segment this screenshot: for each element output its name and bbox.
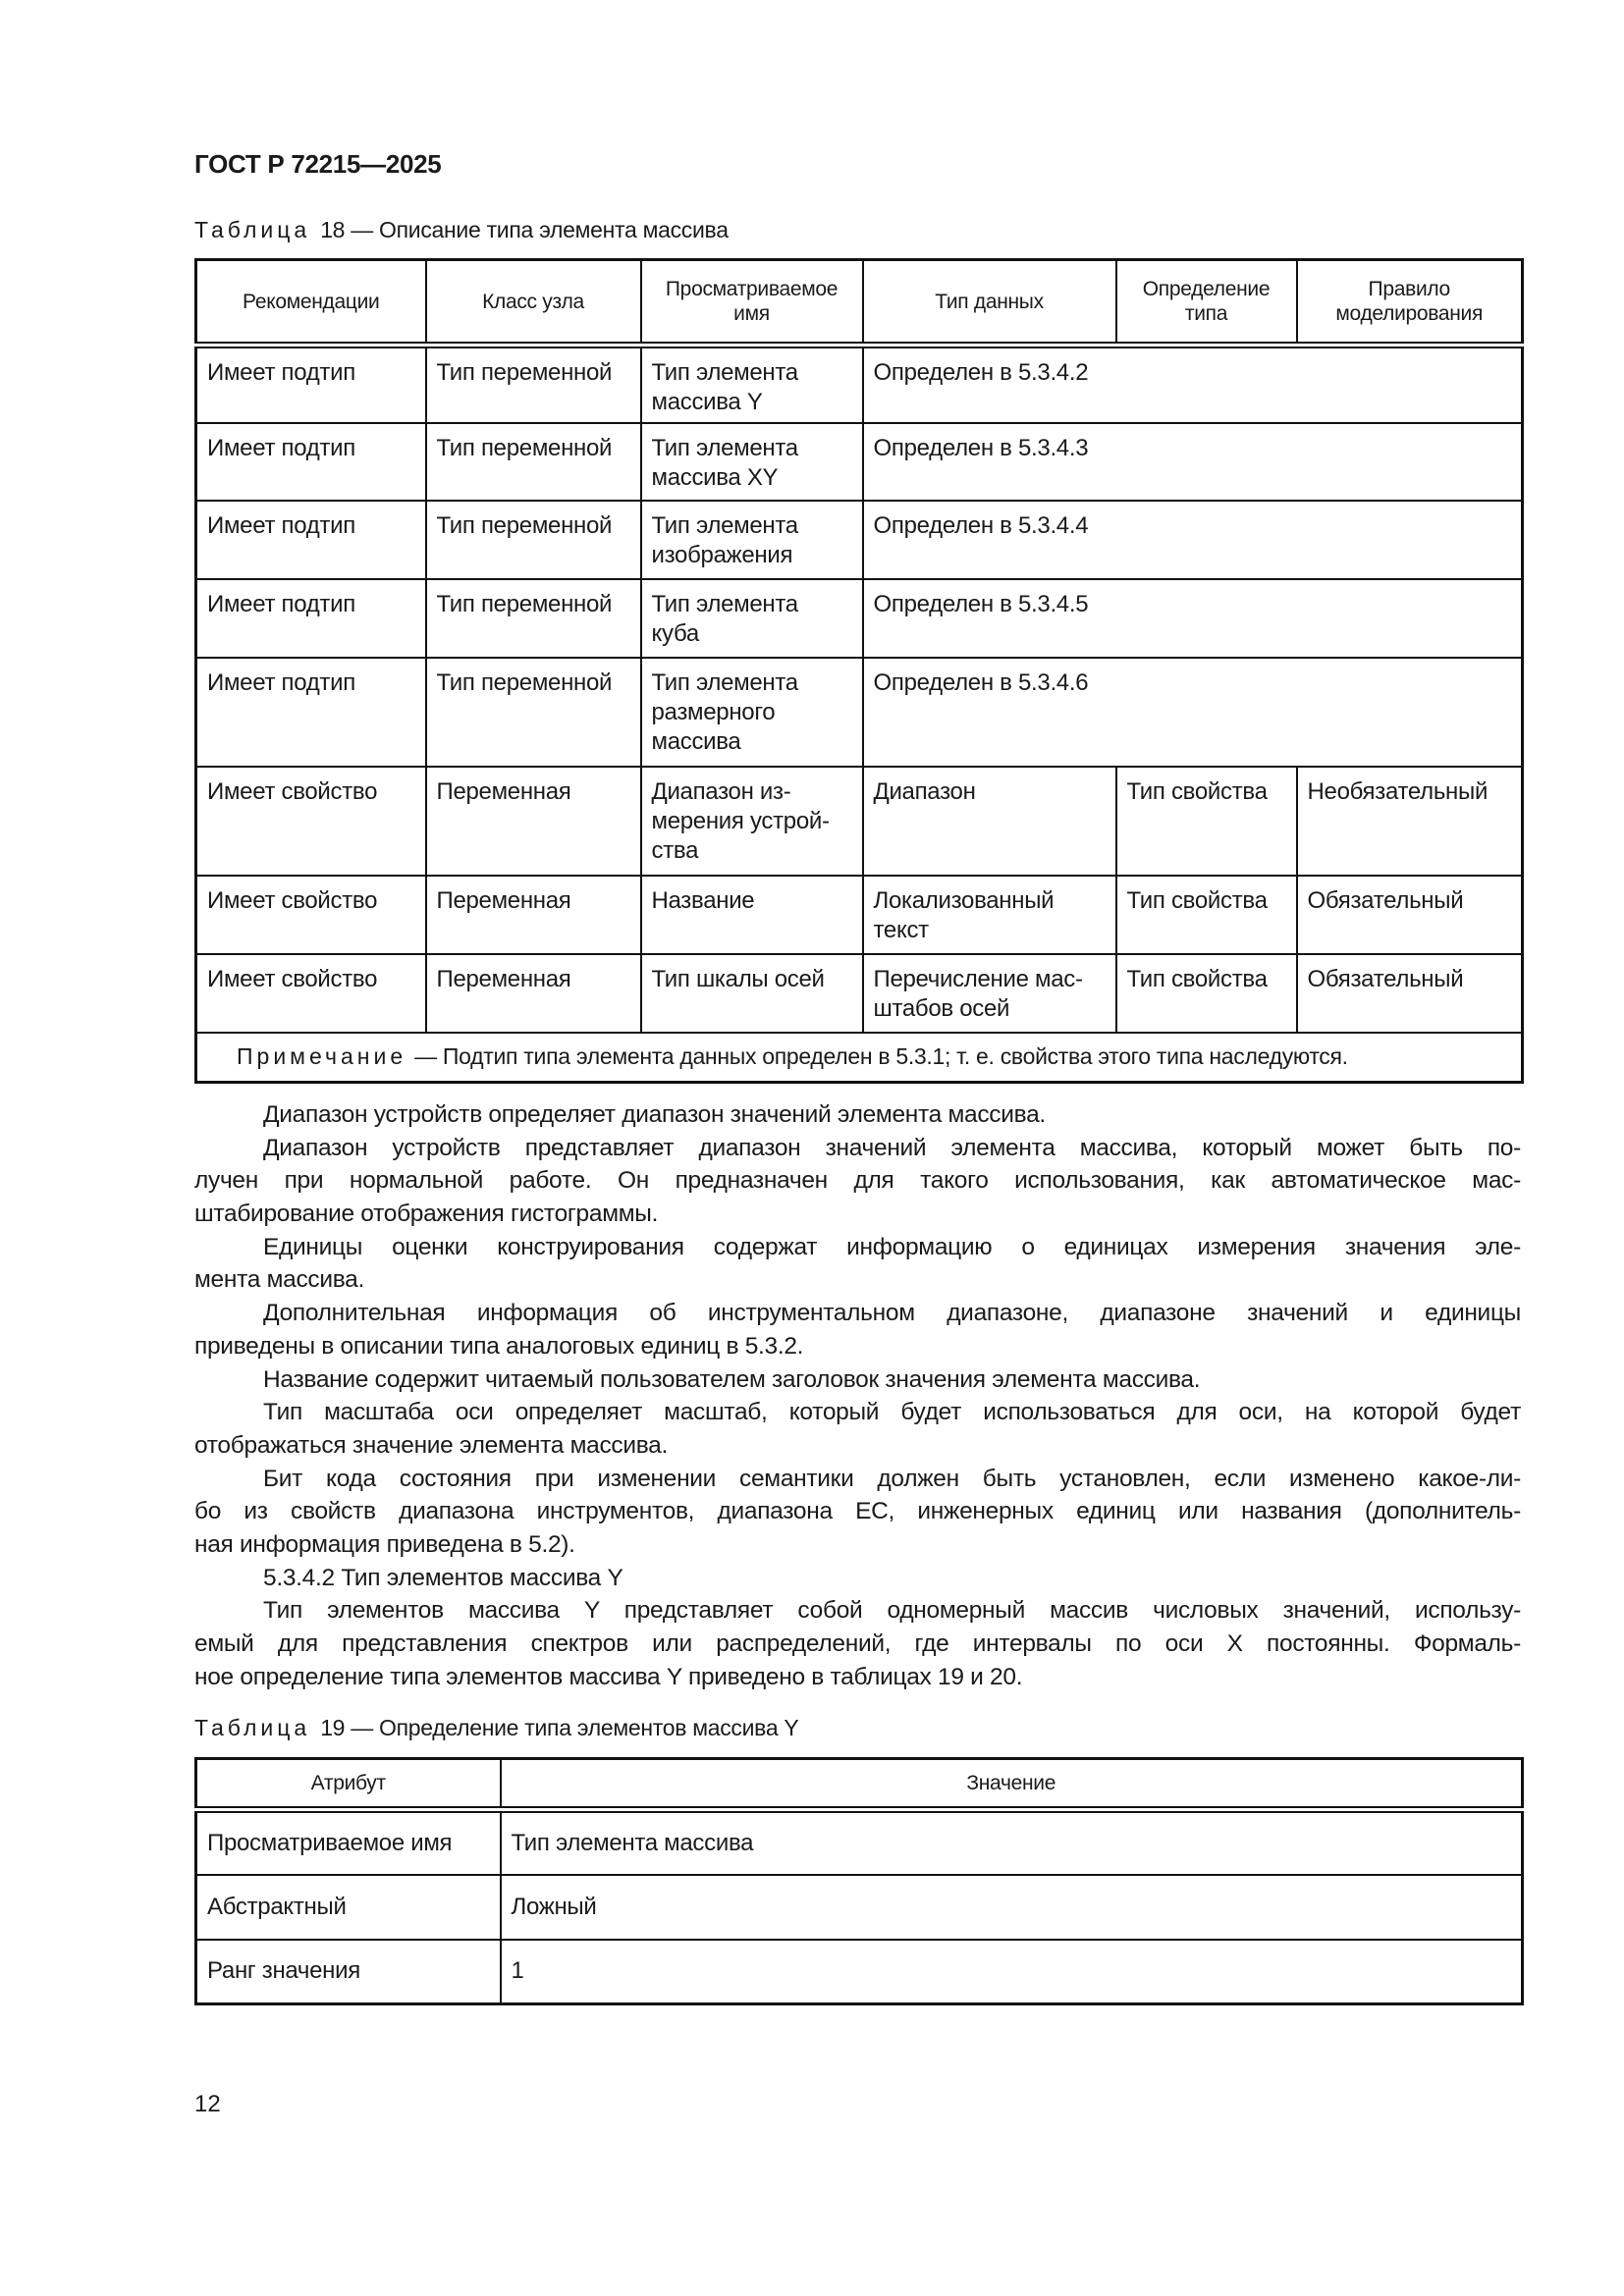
table-cell: Ложный xyxy=(501,1875,1523,1940)
caption-word: Таблица xyxy=(194,1715,311,1740)
table-cell: Тип переменной xyxy=(426,658,641,767)
table-cell: Необязательный xyxy=(1297,767,1523,876)
document-id-header: ГОСТ Р 72215—2025 xyxy=(194,149,442,179)
table-cell: Определен в 5.3.4.2 xyxy=(863,346,1523,423)
table-cell: Тип элемента изображения xyxy=(641,501,863,579)
table-cell: Тип переменной xyxy=(426,579,641,658)
paragraph xyxy=(194,1562,1521,1595)
table-cell: Тип свойства xyxy=(1116,954,1297,1033)
paragraph xyxy=(194,1396,1521,1462)
column-header: Значение xyxy=(501,1759,1523,1810)
text-line: Диапазон устройств определяет диапазон значений элемента массива. xyxy=(263,1101,1046,1128)
text-line: отображаться значение элемента массива. xyxy=(194,1431,669,1459)
table-note xyxy=(196,1033,1523,1083)
text-line: бо из свойств диапазона инструментов, диапазона ЕС, инженерных единиц или названия (дополнитель- xyxy=(194,1498,1521,1525)
table-cell: Тип переменной xyxy=(426,501,641,579)
caption-title: 19 — Определение типа элементов массива Y xyxy=(320,1715,799,1740)
body-text xyxy=(194,1098,1521,1693)
table-cell: Тип шкалы осей xyxy=(641,954,863,1033)
paragraph xyxy=(194,1363,1521,1397)
table-cell: Тип элемента куба xyxy=(641,579,863,658)
table-row xyxy=(196,1940,1523,2004)
table-cell: 1 xyxy=(501,1940,1523,2004)
table-cell: Имеет подтип xyxy=(196,501,426,579)
text-line: Тип элементов массива Y представляет собой одномерный массив числовых значений, использу- xyxy=(263,1597,1521,1625)
column-header: Рекомендации xyxy=(196,260,426,346)
table-cell: Тип элемента массива xyxy=(501,1810,1523,1875)
caption-word: Таблица xyxy=(194,217,311,242)
table-cell: Название xyxy=(641,876,863,954)
table-cell: Имеет подтип xyxy=(196,346,426,423)
table-cell: Локализованный текст xyxy=(863,876,1116,954)
table-header-row xyxy=(196,1759,1523,1810)
table-cell: Переменная xyxy=(426,876,641,954)
table-cell: Имеет подтип xyxy=(196,423,426,501)
column-header: Тип данных xyxy=(863,260,1116,346)
text-line: Название содержит читаемый пользователем заголовок значения элемента массива. xyxy=(263,1365,1201,1393)
text-line: ное определение типа элементов массива Y приведено в таблицах 19 и 20. xyxy=(194,1663,1023,1690)
table-cell: Абстрактный xyxy=(196,1875,501,1940)
paragraph xyxy=(194,1297,1521,1362)
column-header: Определение типа xyxy=(1116,260,1297,346)
table-cell: Тип переменной xyxy=(426,346,641,423)
table-row xyxy=(196,346,1523,423)
text-line: ная информация приведена в 5.2). xyxy=(194,1530,575,1558)
text-line: приведены в описании типа аналоговых единиц в 5.3.2. xyxy=(194,1332,804,1360)
column-header: Просматриваемое имя xyxy=(641,260,863,346)
table-18-caption xyxy=(194,217,729,243)
table-19-caption xyxy=(194,1715,798,1741)
table-cell: Перечисление мас-штабов осей xyxy=(863,954,1116,1033)
note-text: — Подтип типа элемента данных определен в 5.3.1; т. е. свойства этого типа наследуются. xyxy=(414,1042,1348,1069)
table-cell: Тип элемента размерного массива xyxy=(641,658,863,767)
table-18 xyxy=(194,258,1524,1084)
table-cell: Имеет свойство xyxy=(196,954,426,1033)
paragraph xyxy=(194,1098,1521,1132)
table-cell: Имеет подтип xyxy=(196,579,426,658)
text-line: мента массива. xyxy=(194,1266,365,1294)
paragraph xyxy=(194,1594,1521,1693)
table-cell: Диапазон из-мерения устрой-ства xyxy=(641,767,863,876)
caption-title: 18 — Описание типа элемента массива xyxy=(320,217,729,242)
table-cell: Обязательный xyxy=(1297,954,1523,1033)
table-row xyxy=(196,1875,1523,1940)
paragraph xyxy=(194,1132,1521,1231)
table-row xyxy=(196,658,1523,767)
table-row xyxy=(196,1810,1523,1875)
table-cell: Диапазон xyxy=(863,767,1116,876)
table-cell: Тип элемента массива XY xyxy=(641,423,863,501)
table-cell: Переменная xyxy=(426,767,641,876)
text-line: Единицы оценки конструирования содержат информацию о единицах измерения значения эле- xyxy=(263,1233,1521,1260)
column-header: Атрибут xyxy=(196,1759,501,1810)
table-row xyxy=(196,501,1523,579)
table-cell: Имеет свойство xyxy=(196,876,426,954)
paragraph xyxy=(194,1463,1521,1562)
column-header: Класс узла xyxy=(426,260,641,346)
table-cell: Тип элемента массива Y xyxy=(641,346,863,423)
note-label: Примечание xyxy=(237,1042,407,1069)
text-line: штабирование отображения гистограммы. xyxy=(194,1201,659,1228)
table-cell: Тип переменной xyxy=(426,423,641,501)
table-row xyxy=(196,579,1523,658)
table-cell: Ранг значения xyxy=(196,1940,501,2004)
column-header: Правило моделирования xyxy=(1297,260,1523,346)
text-line: Диапазон устройств представляет диапазон значений элемента массива, который может быть по- xyxy=(263,1134,1521,1161)
table-cell: Определен в 5.3.4.6 xyxy=(863,658,1523,767)
table-cell: Определен в 5.3.4.3 xyxy=(863,423,1523,501)
table-cell: Определен в 5.3.4.5 xyxy=(863,579,1523,658)
table-header-row xyxy=(196,260,1523,346)
table-cell: Переменная xyxy=(426,954,641,1033)
table-cell: Просматриваемое имя xyxy=(196,1810,501,1875)
table-row xyxy=(196,876,1523,954)
table-note-row xyxy=(196,1033,1523,1083)
table-row xyxy=(196,954,1523,1033)
page-number: 12 xyxy=(194,2091,221,2117)
table-cell: Тип свойства xyxy=(1116,767,1297,876)
text-line: Тип масштаба оси определяет масштаб, который будет использоваться для оси, на которой будет xyxy=(263,1399,1521,1426)
text-line: Дополнительная информация об инструментальном диапазоне, диапазоне значений и единицы xyxy=(263,1300,1521,1327)
table-row xyxy=(196,767,1523,876)
table-cell: Определен в 5.3.4.4 xyxy=(863,501,1523,579)
text-line: Бит кода состояния при изменении семантики должен быть установлен, если изменено какое-ли- xyxy=(263,1465,1521,1492)
table-cell: Обязательный xyxy=(1297,876,1523,954)
table-cell: Тип свойства xyxy=(1116,876,1297,954)
table-cell: Имеет подтип xyxy=(196,658,426,767)
text-line: лучен при нормальной работе. Он предназначен для такого использования, как автоматическое мас- xyxy=(194,1167,1521,1195)
table-cell: Имеет свойство xyxy=(196,767,426,876)
paragraph xyxy=(194,1231,1521,1297)
table-row xyxy=(196,423,1523,501)
table-19 xyxy=(194,1757,1524,2005)
text-line: 5.3.4.2 Тип элементов массива Y xyxy=(263,1564,623,1591)
text-line: емый для представления спектров или распределений, где интервалы по оси X постоянны. Формаль- xyxy=(194,1630,1521,1657)
